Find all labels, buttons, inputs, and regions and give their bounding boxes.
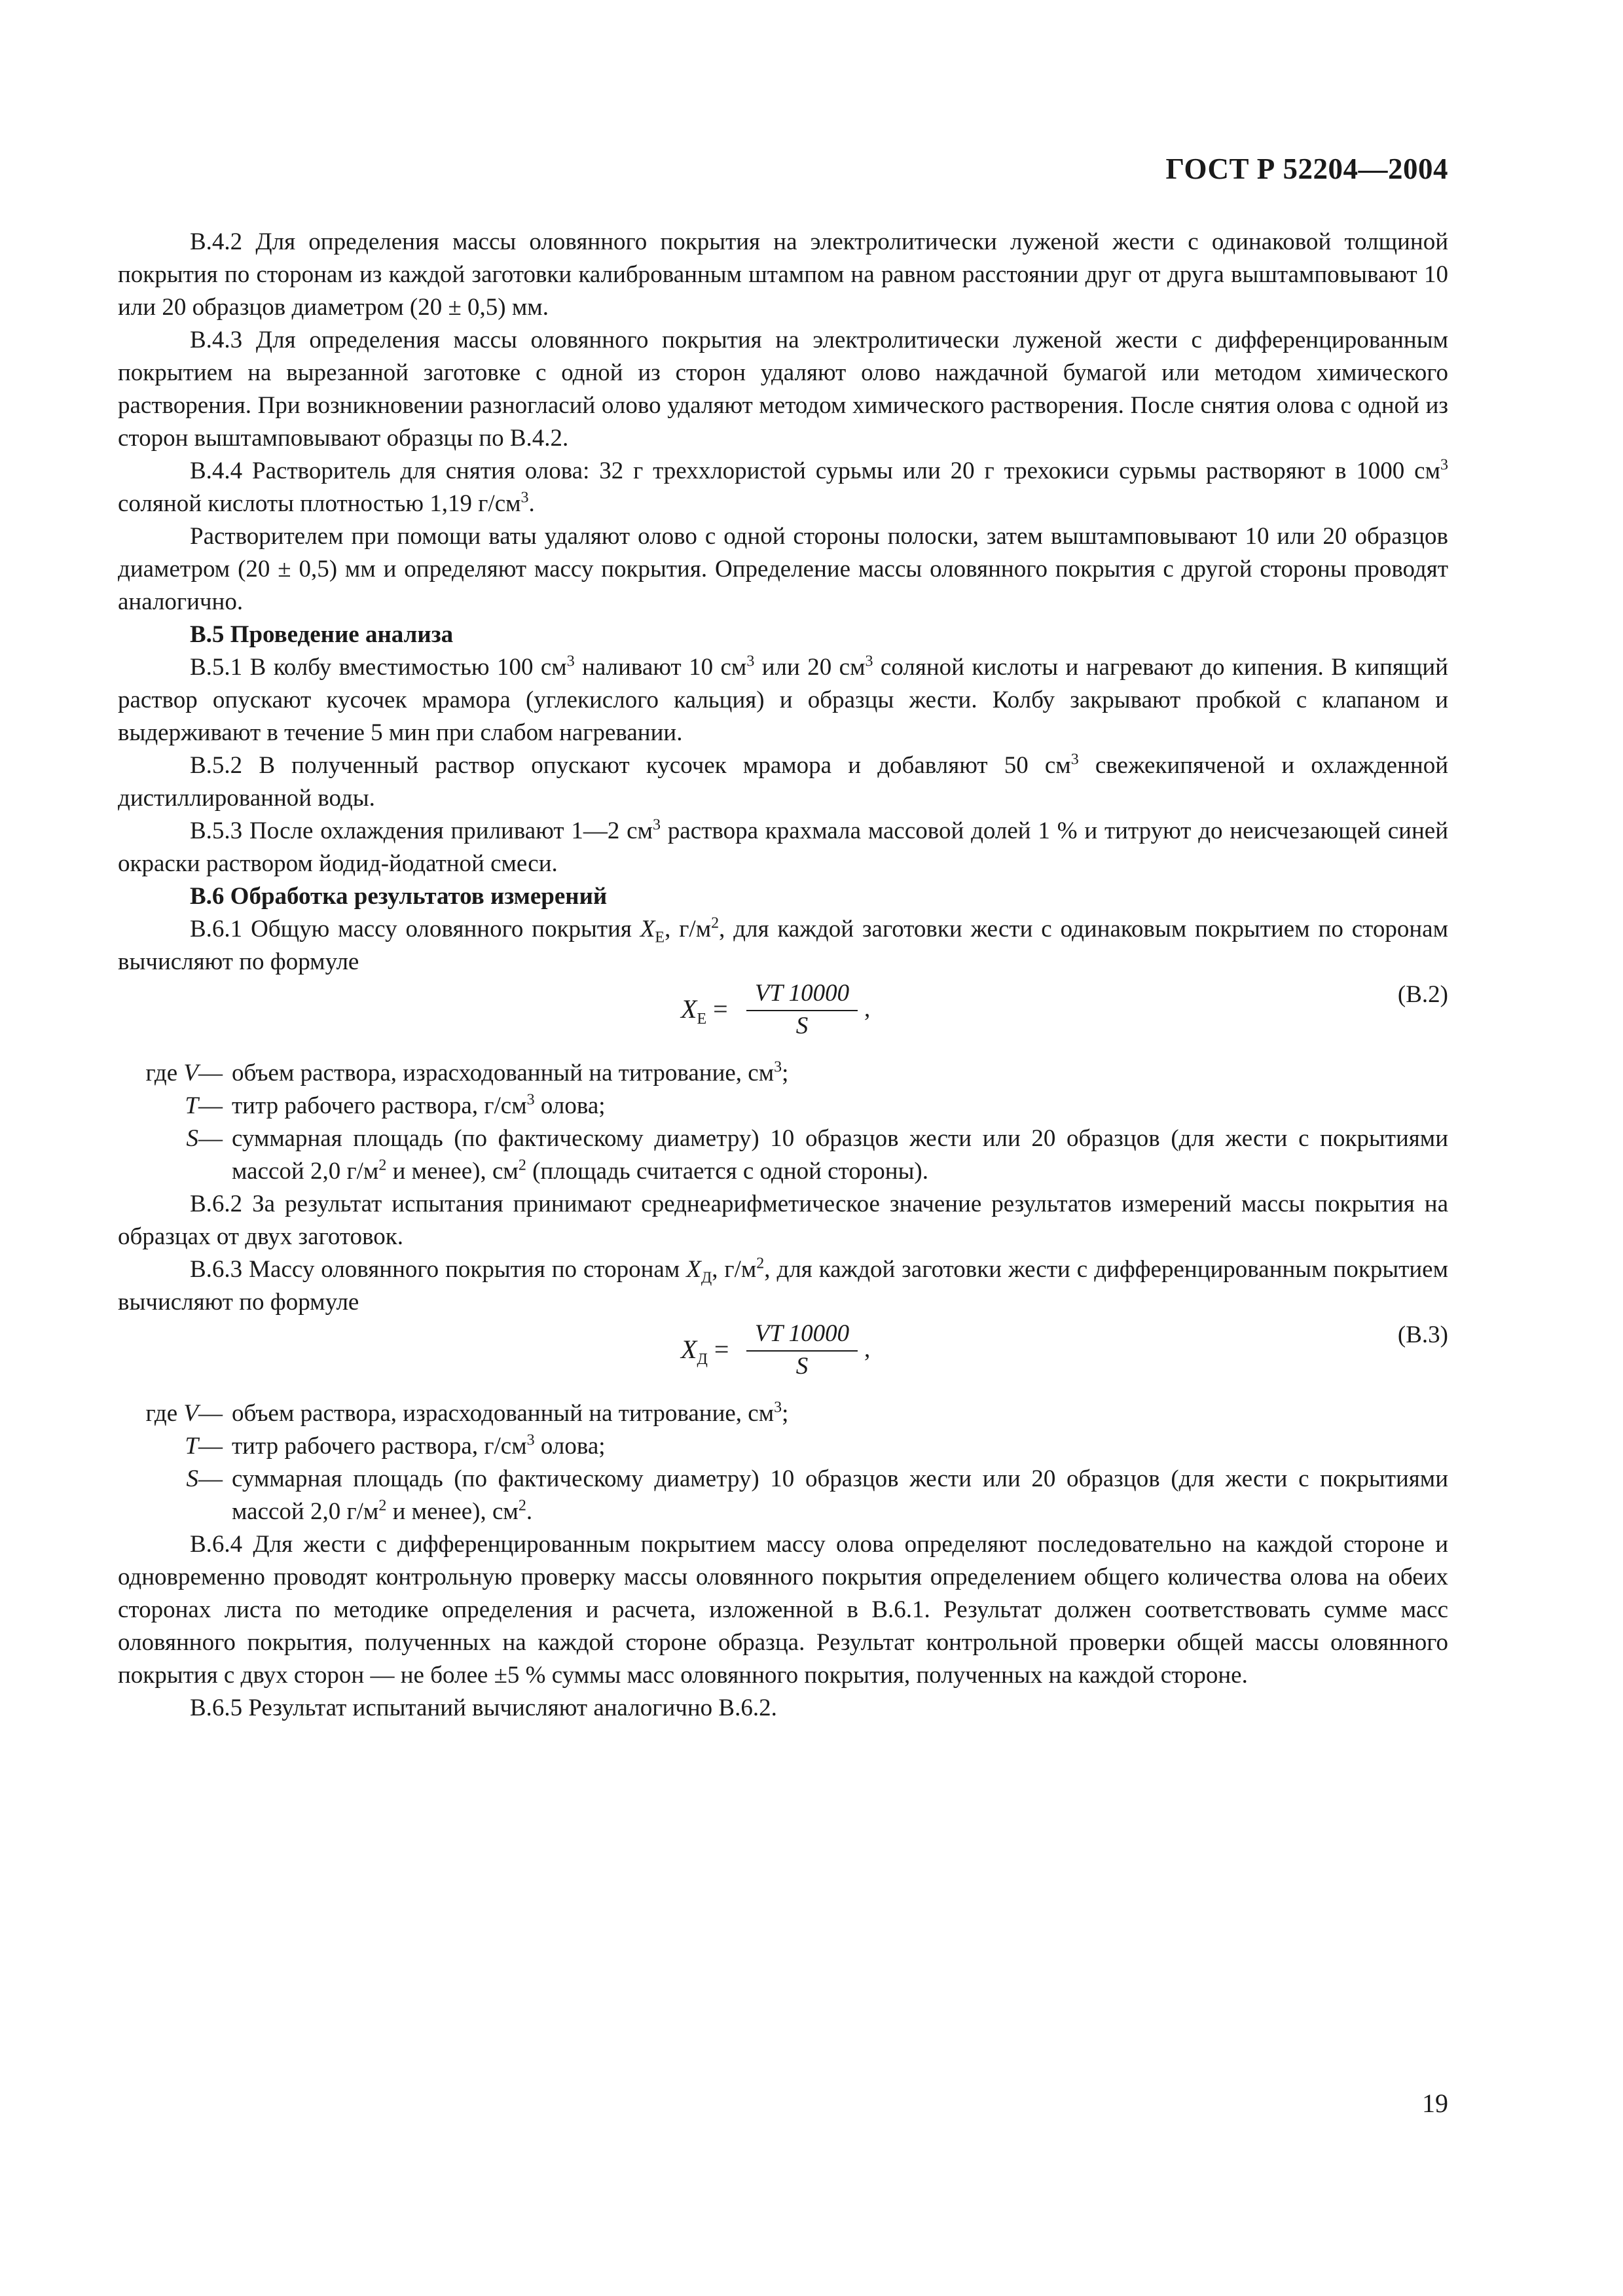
formula-comma: , [864, 1336, 871, 1363]
formula-numerator: VT 10000 [746, 1319, 858, 1352]
definition-text: титр рабочего раствора, $г/см^3$ олова; [232, 1431, 606, 1460]
definition-row [118, 1430, 1448, 1463]
section-heading-b6: В.6 Обработка результатов измерений [190, 883, 608, 910]
definition-text: титр рабочего раствора, $г/см^3$ олова; [232, 1091, 606, 1119]
paragraph-b42: В.4.2 Для определения массы оловянного покрытия на электролитически луженой жести с одинаковой толщиной покрытия по сторонам из каждой заготовки калиброванным штампом на равном расстоянии друг от друга выштамповывают 10 или 20 образцов диаметром (20 ± 0,5) мм. [118, 228, 1448, 321]
section-heading-b5: В.5 Проведение анализа [190, 621, 454, 648]
paragraph-b43: В.4.3 Для определения массы оловянного покрытия на электролитически луженой жести с дифференцированным покрытием на вырезанной заготовке с одной из сторон удаляют олово наждачной бумагой или методом химического растворения. При возникновении разногласий олово удаляют методом химического растворения. После снятия олова с одной из сторон выштамповывают образцы по В.4.2. [118, 327, 1448, 452]
document-header: ГОСТ Р 52204—2004 [1165, 152, 1448, 185]
definition-row [118, 1090, 1448, 1122]
definition-symbol: где V— [145, 1400, 223, 1427]
formula-denominator: S [795, 1013, 809, 1039]
definition-text: объем раствора, израсходованный на титрование, $см^3$; [232, 1399, 789, 1427]
paragraph-b53: В.5.3 После охлаждения приливают 1—2 $см^3$ раствора крахмала массовой долей 1 % и титруют до неисчезающей синей окраски раствором йодид-йодатной смеси. [118, 816, 1448, 877]
definition-text: суммарная площадь (по фактическому диаметру) 10 образцов жести или 20 образцов (для жести с покрытиями массой 2,0 $г/м^2$ и менее), $см^2$. [232, 1465, 1448, 1525]
definition-symbol: T— [185, 1092, 223, 1119]
definition-symbol: T— [185, 1433, 223, 1460]
definitions-list [118, 1397, 1448, 1528]
paragraph-b63: В.6.3 Массу оловянного покрытия по сторонам $X_Д$, $г/м^2$, для каждой заготовки жести с дифференцированным покрытием вычисляют по формуле [118, 1255, 1448, 1316]
definitions-list [118, 1057, 1448, 1188]
paragraph-b65: В.6.5 Результат испытаний вычисляют аналогично В.6.2. [190, 1695, 777, 1721]
equation-number: (В.3) [1397, 1321, 1448, 1348]
formula-b3 [118, 1319, 1448, 1397]
formula-lhs: $X_Д$ = [681, 1335, 729, 1368]
paragraph-b52: В.5.2 В полученный раствор опускают кусочек мрамора и добавляют 50 $см^3$ свежекипяченой и охлажденной дистиллированной воды. [118, 751, 1448, 812]
paragraph-b44: В.4.4 Растворитель для снятия олова: 32 г треххлористой сурьмы или 20 г трехокиси сурьмы растворяют в 1000 $см^3$ соляной кислоты плотностью 1,19 $г/см^3$. [118, 456, 1448, 517]
formula-fraction [746, 1319, 858, 1382]
paragraph-b62: В.6.2 За результат испытания принимают среднеарифметическое значение результатов измерений массы покрытия на образцах от двух заготовок. [118, 1191, 1448, 1250]
definition-row [118, 1463, 1448, 1528]
page-number: 19 [1422, 2089, 1448, 2118]
formula-numerator: VT 10000 [746, 978, 858, 1011]
definition-row [118, 1122, 1448, 1188]
definition-symbol: S— [186, 1125, 223, 1152]
equation-number: (В.2) [1397, 981, 1448, 1008]
formula-fraction [746, 978, 858, 1041]
formula-denominator: S [795, 1353, 809, 1380]
definition-text: объем раствора, израсходованный на титрование, $см^3$; [232, 1058, 789, 1086]
paragraph-b64: В.6.4 Для жести с дифференцированным покрытием массу олова определяют последовательно на каждой стороне и одновременно проводят контрольную проверку массы оловянного покрытия определением общего количества олова на обеих сторонах листа по методике определения и расчета, изложенной в В.6.1. Результат должен соответствовать сумме масс оловянного покрытия, полученных на каждой стороне образца. Результат контрольной проверки общей массы оловянного покрытия с двух сторон — не более ±5 % суммы масс оловянного покрытия, полученных на каждой стороне. [118, 1531, 1448, 1689]
paragraph-b51: В.5.1 В колбу вместимостью 100 $см^3$ наливают 10 $см^3$ или 20 $см^3$ соляной кислоты и нагревают до кипения. В кипящий раствор опускают кусочек мрамора (углекислого кальция) и образцы жести. Колбу закрывают пробкой с клапаном и выдерживают в течение 5 мин при слабом нагревании. [118, 653, 1448, 746]
paragraph-b44-continued: Растворителем при помощи ваты удаляют олово с одной стороны полоски, затем выштамповывают 10 или 20 образцов диаметром (20 ± 0,5) мм и определяют массу покрытия. Определение массы оловянного покрытия с другой стороны проводят аналогично. [118, 523, 1448, 615]
definition-row [118, 1397, 1448, 1430]
definition-symbol: S— [186, 1465, 223, 1492]
formula-comma: , [864, 996, 871, 1022]
paragraph-b61: В.6.1 Общую массу оловянного покрытия $X_E$, $г/м^2$, для каждой заготовки жести с одинаковым покрытием по сторонам вычисляют по формуле [118, 914, 1448, 975]
formula-b2 [118, 978, 1448, 1057]
formula-lhs: $X_E$ = [681, 994, 728, 1028]
document-body [118, 226, 1448, 1725]
definition-symbol: где V— [145, 1060, 223, 1086]
definition-text: суммарная площадь (по фактическому диаметру) 10 образцов жести или 20 образцов (для жести с покрытиями массой 2,0 $г/м^2$ и менее), $см^2$ (площадь считается с одной стороны). [232, 1125, 1448, 1185]
definition-row [118, 1057, 1448, 1090]
